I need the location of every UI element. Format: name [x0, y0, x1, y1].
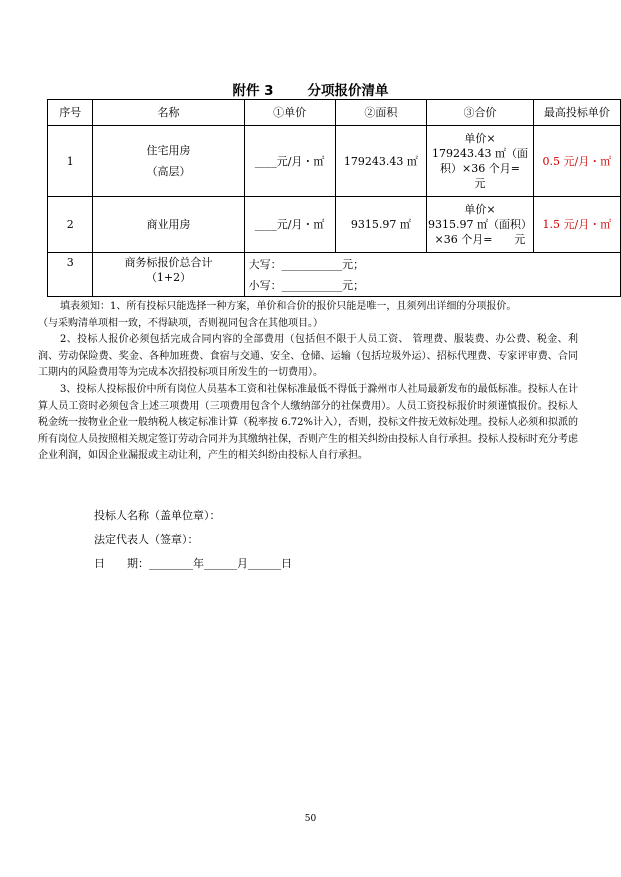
legal-rep-line: 法定代表人（签章）：	[94, 533, 199, 546]
header-unit-price: ①单价	[244, 100, 335, 126]
page-number: 50	[304, 814, 317, 824]
row-area: 9315.97 ㎡	[335, 197, 427, 253]
row-total-line4: 元	[474, 177, 486, 190]
row-total-line3: 积）×36 个月=	[440, 162, 520, 175]
row-area: 179243.43 ㎡	[335, 126, 427, 197]
row-no: 1	[48, 126, 93, 197]
row-unit-price: ____元/月・㎡	[244, 126, 335, 197]
row-total	[427, 126, 534, 197]
document-title	[0, 79, 621, 99]
date-line: 日 期：________年______月______日	[94, 557, 292, 570]
quote-table	[47, 99, 621, 297]
table-row	[48, 197, 621, 253]
note-2: 2、投标人报价必须包括完成合同内容的全部费用（包括但不限于人员工资、 管理费、服装费、办公费、税金、利润、劳动保险费、奖金、各种加班费、食宿与交通、安全、仓储、运输（包括垃圾外运）、招标代理费、专家评审费、合同工期内的风险费用等为完成本次招投标项目所发生的一切费用）。	[38, 334, 578, 379]
total-row-name-line2: （1+2）	[145, 271, 192, 284]
table-total-row	[48, 253, 621, 297]
row-total	[427, 197, 534, 253]
title-main: 分项报价清单	[307, 83, 389, 99]
table-row	[48, 126, 621, 197]
row-name-line1: 住宅用房	[146, 144, 191, 157]
row-total-line2: 9315.97 ㎡（面积）	[427, 218, 532, 231]
row-name: 商业用房	[93, 197, 244, 253]
total-row-name	[93, 253, 244, 297]
total-row-no: 3	[48, 253, 93, 297]
instructions	[38, 299, 578, 465]
bidder-name-line: 投标人名称（盖单位章）：	[94, 509, 221, 522]
table-header-row	[48, 100, 621, 126]
header-area: ②面积	[335, 100, 427, 126]
row-max-price: 1.5 元/月・㎡	[533, 197, 620, 253]
note-1-continued: （与采购清单项相一致，不得缺项，否则视同包含在其他项目。）	[38, 317, 323, 329]
row-name	[93, 126, 244, 197]
header-total: ③合价	[427, 100, 534, 126]
total-lower-case: 小写：___________元；	[248, 278, 365, 292]
row-name-line2: （高层）	[146, 165, 191, 178]
title-prefix: 附件 3	[232, 83, 274, 99]
note-1: 填表须知：1、所有投标只能选择一种方案，单价和合价的报价只能是唯一，且须列出详细的分项报价。	[60, 301, 517, 312]
total-upper-case: 大写：___________元；	[248, 257, 365, 271]
row-max-price: 0.5 元/月・㎡	[533, 126, 620, 197]
header-name: 名称	[93, 100, 244, 126]
row-total-line2: 179243.43 ㎡（面	[431, 147, 528, 160]
header-max-price: 最高投标单价	[533, 100, 620, 126]
header-no: 序号	[48, 100, 93, 126]
row-total-line1: 单价×	[464, 132, 496, 145]
total-row-name-line1: 商务标报价总合计	[124, 256, 213, 269]
row-total-line3: ×36 个月= 元	[434, 233, 526, 246]
row-total-line1: 单价×	[464, 203, 496, 216]
row-unit-price: ____元/月・㎡	[244, 197, 335, 253]
total-amount-cell	[244, 253, 620, 297]
note-3: 3、投标人投标报价中所有岗位人员基本工资和社保标准最低不得低于滁州市人社局最新发布的最低标准。投标人在计算人员工资时必须包含上述三项费用（三项费用包含个人缴纳部分的社保费用）。人员工资投标报价时须谨慎报价。投标人税金统一按物业企业一般纳税人核定标准计算（税率按 6.72%计入），否则，投标文件按无效标处理。投标人必须和拟派的所有岗位人员按照相关规定签订劳动合同并为其缴纳社保，否则产生的相关纠纷由投标人自行承担。投标人投标时充分考虑企业利润，如因企业漏报或主动让利，产生的相关纠纷由投标人自行承担。	[38, 383, 578, 462]
row-no: 2	[48, 197, 93, 253]
